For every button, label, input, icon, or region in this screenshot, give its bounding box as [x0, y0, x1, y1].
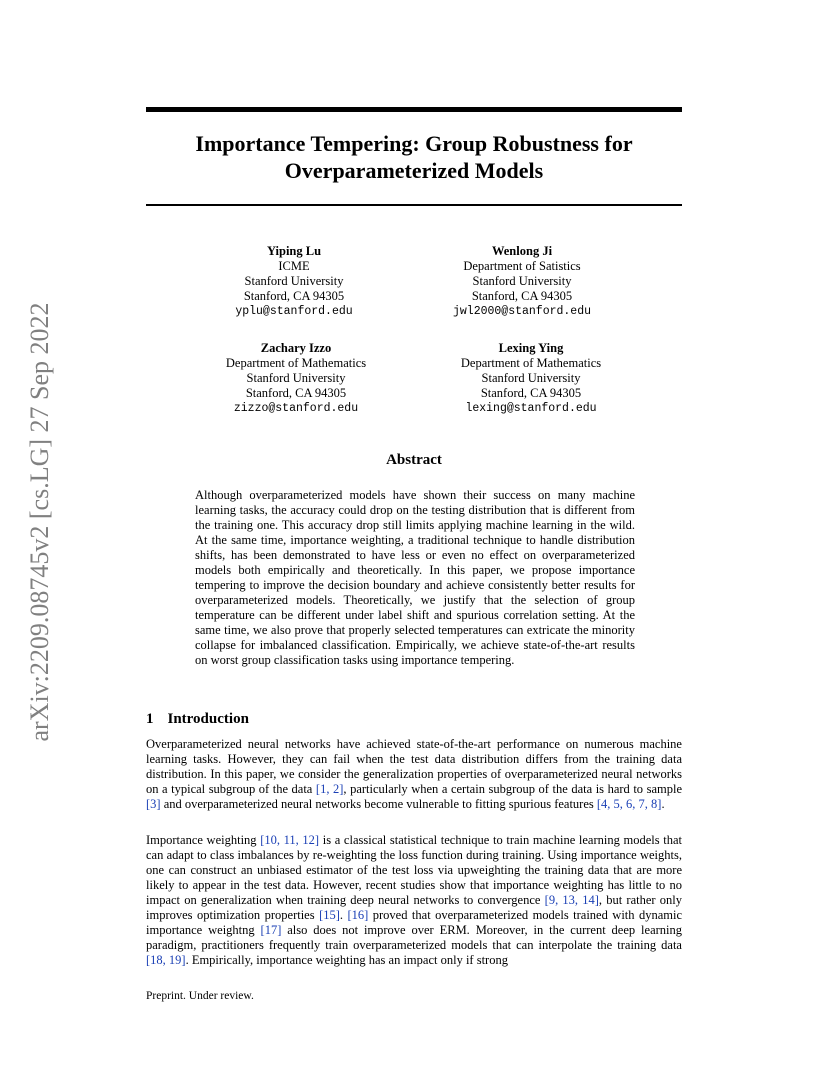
author-affiliation: Stanford, CA 94305: [243, 289, 345, 303]
author-affiliation: Stanford, CA 94305: [480, 386, 582, 400]
author-name: Lexing Ying: [498, 341, 564, 355]
citation-link[interactable]: [16]: [347, 908, 369, 922]
author-affiliation: ICME: [278, 259, 310, 273]
title-line-2: Overparameterized Models: [284, 158, 544, 183]
author-affiliation: Department of Mathematics: [460, 356, 602, 370]
author-email[interactable]: yplu@stanford.edu: [235, 305, 353, 318]
section-heading: [146, 711, 249, 728]
title-top-rule: [146, 107, 682, 112]
title-line-1: Importance Tempering: Group Robustness for: [195, 131, 633, 156]
section-title: Introduction: [167, 711, 249, 727]
paper-title: [146, 130, 682, 184]
author-block: [402, 244, 642, 319]
title-bottom-rule: [146, 204, 682, 206]
citation-link[interactable]: [3]: [146, 797, 161, 811]
author-block: [411, 341, 651, 416]
author-name: Zachary Izzo: [260, 341, 332, 355]
author-affiliation: Stanford University: [246, 371, 346, 385]
citation-link[interactable]: [1, 2]: [315, 782, 344, 796]
abstract-heading: Abstract: [386, 452, 442, 468]
author-affiliation: Stanford University: [481, 371, 581, 385]
author-email[interactable]: lexing@stanford.edu: [465, 402, 597, 415]
author-block: [174, 244, 414, 319]
page-footer: Preprint. Under review.: [146, 990, 254, 1002]
citation-link[interactable]: [10, 11, 12]: [260, 833, 320, 847]
citation-link[interactable]: [17]: [260, 923, 282, 937]
author-email[interactable]: zizzo@stanford.edu: [233, 402, 359, 415]
citation-link[interactable]: [15]: [319, 908, 340, 922]
author-name: Yiping Lu: [266, 244, 322, 258]
author-affiliation: Stanford, CA 94305: [245, 386, 347, 400]
intro-paragraph-1: Overparameterized neural networks have achieved state-of-the-art performance on numerous machine learning tasks. However, they can fail when the test data distribution differs from the training data distribution. In this paper, we consider the generalization properties of overparameterized neural networks on a typical subgroup of the data [1, 2], particularly when a certain subgroup of the data is hard to sample [3] and overparameterized neural networks become vulnerable to fitting spurious features [4, 5, 6, 7, 8].: [146, 737, 683, 811]
arxiv-identifier: arXiv:2209.08745v2 [cs.LG] 27 Sep 2022: [25, 302, 54, 742]
author-name: Wenlong Ji: [491, 244, 553, 258]
author-affiliation: Stanford University: [472, 274, 572, 288]
author-affiliation: Stanford University: [244, 274, 344, 288]
author-email[interactable]: jwl2000@stanford.edu: [452, 305, 592, 318]
author-affiliation: Stanford, CA 94305: [471, 289, 573, 303]
author-affiliation: Department of Mathematics: [225, 356, 367, 370]
author-affiliation: Department of Satistics: [463, 259, 581, 273]
section-number: 1: [146, 711, 154, 727]
intro-paragraph-2: Importance weighting [10, 11, 12] is a classical statistical technique to train machine learning models that can adapt to class imbalances by re-weighting the loss function during training. Using importance weights, one can construct an unbiased estimator of the test loss via upweighting the training data that are more likely to appear in the test data. However, recent studies show that importance weighting has little to no impact on generalization when training deep neural networks to convergence [9, 13, 14], but rather only improves optimization properties [15]. [16] proved that overparameterized models trained with dynamic importance weightng [17] also does not improve over ERM. Moreover, in the current deep learning paradigm, practitioners frequently train overparameterized models that can interpolate the training data [18, 19]. Empirically, importance weighting has an impact only if strong: [146, 833, 683, 967]
abstract-body: Although overparameterized models have shown their success on many machine learning tasks, the accuracy could drop on the testing distribution that is different from the training one. This accuracy drop still limits applying machine learning in the wild. At the same time, importance weighting, a traditional technique to handle distribution shifts, has been demonstrated to have less or even no effect on overparameterized models both empirically and theoretically. In this paper, we propose importance tempering to improve the decision boundary and achieve consistently better results for overparameterized models. Theoretically, we justify that the selection of group temperature can be different under label shift and spurious correlation setting. At the same time, we also prove that properly selected temperatures can extricate the minority collapse for imbalanced classification. Empirically, we achieve state-of-the-art results on worst group classification tasks using importance tempering.: [195, 488, 635, 667]
author-block: [176, 341, 416, 416]
citation-link[interactable]: [9, 13, 14]: [544, 893, 599, 907]
citation-link[interactable]: [4, 5, 6, 7, 8]: [596, 797, 662, 811]
citation-link[interactable]: [18, 19]: [146, 953, 186, 967]
